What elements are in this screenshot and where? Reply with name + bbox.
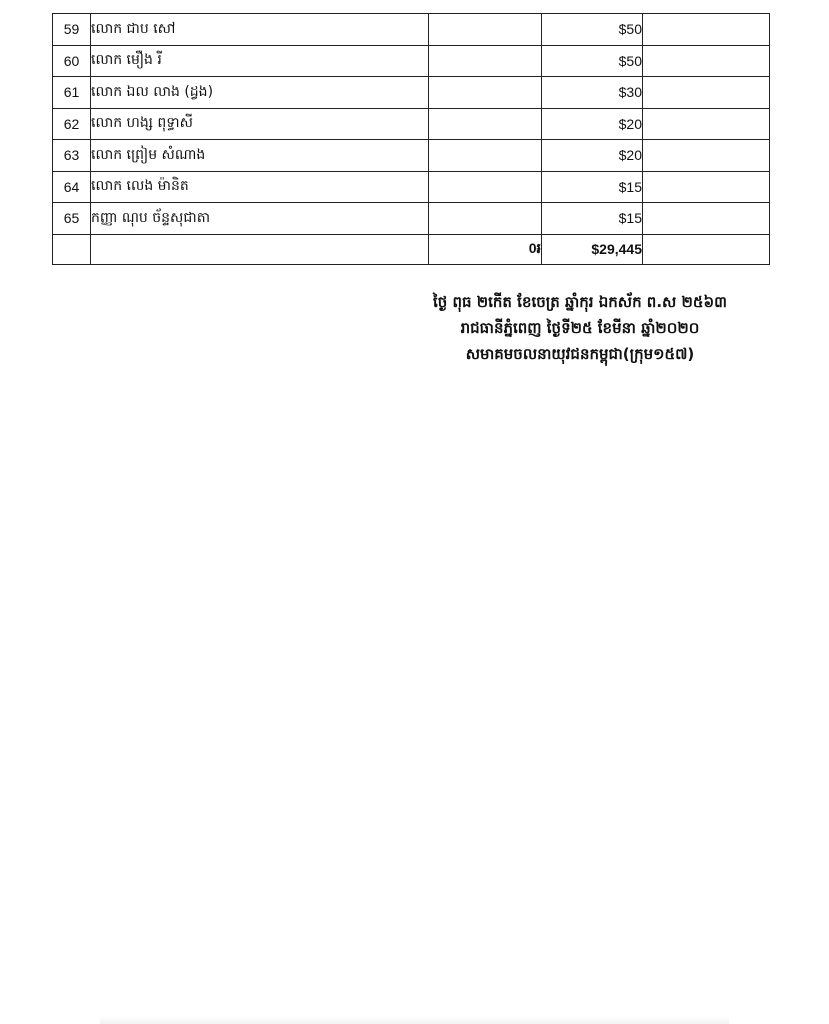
donation-amount: $15 bbox=[542, 171, 643, 203]
total-number-cell bbox=[53, 234, 91, 264]
table-row bbox=[53, 45, 770, 77]
page-edge-shadow bbox=[100, 1016, 729, 1024]
note-cell bbox=[643, 171, 770, 203]
dollar-total: $29,445 bbox=[542, 234, 643, 264]
donor-name: លោក លេង ម៉ានិត bbox=[91, 171, 429, 203]
table-row bbox=[53, 140, 770, 172]
table-row bbox=[53, 203, 770, 235]
riel-cell bbox=[429, 45, 542, 77]
donation-table bbox=[52, 13, 770, 265]
table-row bbox=[53, 14, 770, 46]
donation-amount: $50 bbox=[542, 14, 643, 46]
row-number: 64 bbox=[53, 171, 91, 203]
signature-block bbox=[360, 289, 800, 367]
note-cell bbox=[643, 14, 770, 46]
note-cell bbox=[643, 77, 770, 109]
row-number: 62 bbox=[53, 108, 91, 140]
donation-amount: $20 bbox=[542, 108, 643, 140]
riel-cell bbox=[429, 108, 542, 140]
riel-cell bbox=[429, 140, 542, 172]
donor-name: លោក ឯល លាង (ដ្វង) bbox=[91, 77, 429, 109]
riel-cell bbox=[429, 171, 542, 203]
donation-amount: $20 bbox=[542, 140, 643, 172]
note-cell bbox=[643, 108, 770, 140]
donation-amount: $50 bbox=[542, 45, 643, 77]
lunar-date-line: ថ្ងៃ ពុធ ២កើត ខែចេត្រ ឆ្នាំកុរ ឯកស័ក ព.ស ២៥៦៣ bbox=[433, 293, 727, 311]
donation-amount: $15 bbox=[542, 203, 643, 235]
note-cell bbox=[643, 203, 770, 235]
riel-cell bbox=[429, 203, 542, 235]
row-number: 63 bbox=[53, 140, 91, 172]
row-number: 59 bbox=[53, 14, 91, 46]
total-note-cell bbox=[643, 234, 770, 264]
organization-line: សមាគមចលនាយុវជនកម្ពុជា(ក្រុម១៥៧) bbox=[465, 345, 695, 363]
donor-name: លោក ព្រៀម សំណាង bbox=[91, 140, 429, 172]
note-cell bbox=[643, 140, 770, 172]
riel-cell bbox=[429, 14, 542, 46]
row-number: 61 bbox=[53, 77, 91, 109]
table-row bbox=[53, 171, 770, 203]
table-row bbox=[53, 108, 770, 140]
total-row bbox=[53, 234, 770, 264]
total-name-cell bbox=[91, 234, 429, 264]
donor-name: កញ្ញា ណុប ច័ន្ទសុជាតា bbox=[91, 203, 429, 235]
note-cell bbox=[643, 45, 770, 77]
donor-name: លោក ជាប សៅ bbox=[91, 14, 429, 46]
riel-total: 0៛ bbox=[429, 234, 542, 264]
table-row bbox=[53, 77, 770, 109]
donor-name: លោក ហង្ស ពុទ្ធាសី bbox=[91, 108, 429, 140]
row-number: 60 bbox=[53, 45, 91, 77]
riel-cell bbox=[429, 77, 542, 109]
donation-amount: $30 bbox=[542, 77, 643, 109]
place-date-line: រាជធានីភ្នំពេញ ថ្ងៃទី២៥ ខែមីនា ឆ្នាំ២០២០ bbox=[460, 319, 700, 337]
row-number: 65 bbox=[53, 203, 91, 235]
donor-name: លោក មឿង រី bbox=[91, 45, 429, 77]
